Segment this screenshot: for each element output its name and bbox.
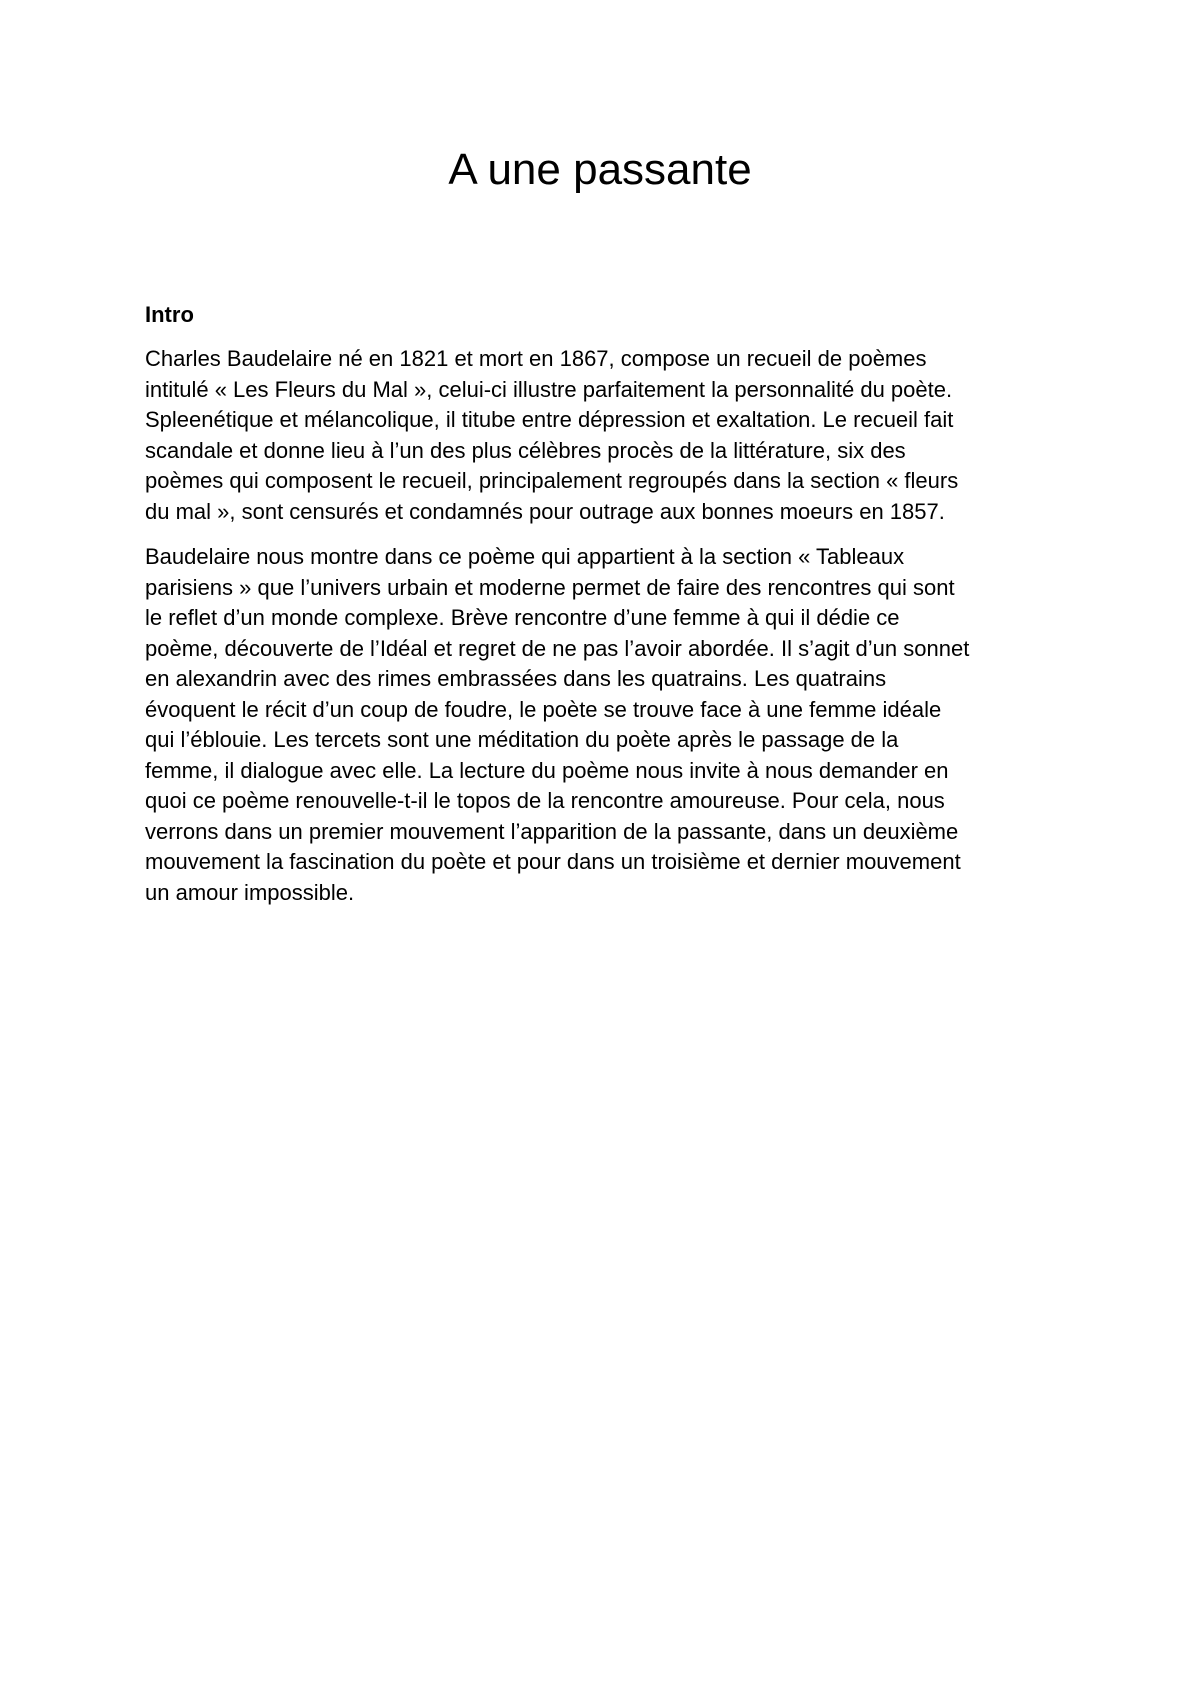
intro-paragraph-1: Charles Baudelaire né en 1821 et mort en 1867, compose un recueil de poèmes intitulé « Les Fleurs du Mal », celui-ci illustre parfaitement la personnalité du poète. Spleenétique et mélancolique, il titube entre dépression et exaltation. Le recueil fait scandale et donne lieu à l’un des plus célèbres procès de la littérature, six des poèmes qui composent le recueil, principalement regroupés dans la section « fleurs du mal », sont censurés et condamnés pour outrage aux bonnes moeurs en 1857. <box>145 346 959 524</box>
document-title: A une passante <box>448 145 752 194</box>
intro-paragraph-2: Baudelaire nous montre dans ce poème qui appartient à la section « Tableaux parisiens » que l’univers urbain et moderne permet de faire des rencontres qui sont le reflet d’un monde complexe. Brève rencontre d’une femme à qui il dédie ce poème, découverte de l’Idéal et regret de ne pas l’avoir abordée. Il s’agit d’un sonnet en alexandrin avec des rimes embrassées dans les quatrains. Les quatrains évoquent le récit d’un coup de foudre, le poète se trouve face à une femme idéale qui l’éblouie. Les tercets sont une méditation du poète après le passage de la femme, il dialogue avec elle. La lecture du poème nous invite à nous demander en quoi ce poème renouvelle-t-il le topos de la rencontre amoureuse. Pour cela, nous verrons dans un premier mouvement l’apparition de la passante, dans un deuxième mouvement la fascination du poète et pour dans un troisième et dernier mouvement un amour impossible. <box>145 544 970 905</box>
section-heading-intro: Intro <box>145 302 194 327</box>
document-body <box>145 300 1065 923</box>
